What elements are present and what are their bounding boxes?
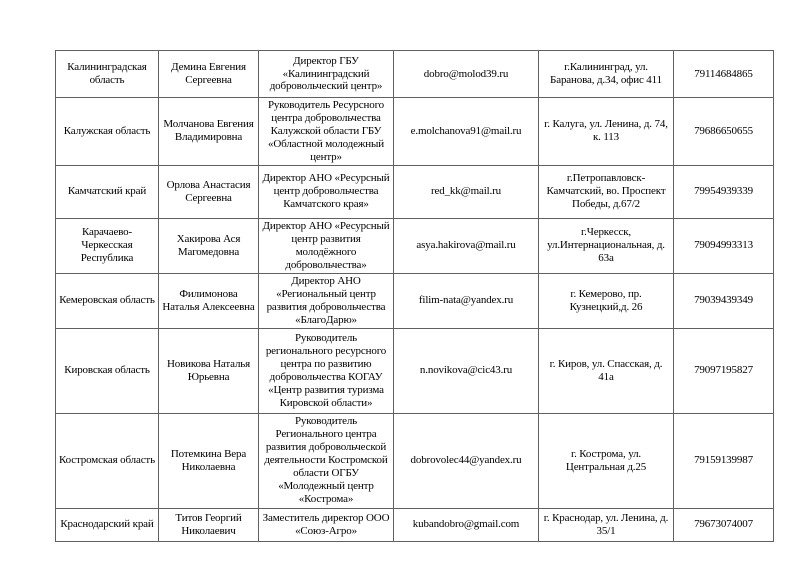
cell-region: Камчатский край xyxy=(56,165,159,218)
cell-name: Титов Георгий Николаевич xyxy=(159,508,259,541)
cell-address: г. Краснодар, ул. Ленина, д. 35/1 xyxy=(539,508,674,541)
cell-phone: 79159139987 xyxy=(674,413,774,508)
cell-email: dobrovolec44@yandex.ru xyxy=(394,413,539,508)
table-row xyxy=(56,328,774,413)
table-row xyxy=(56,98,774,166)
cell-phone: 79114684865 xyxy=(674,51,774,98)
cell-region: Кемеровская область xyxy=(56,273,159,328)
cell-phone: 79954939339 xyxy=(674,165,774,218)
contacts-table xyxy=(55,50,774,542)
cell-email: kubandobro@gmail.com xyxy=(394,508,539,541)
cell-position: Заместитель директор ООО «Союз-Агро» xyxy=(259,508,394,541)
cell-phone: 79039439349 xyxy=(674,273,774,328)
cell-email: e.molchanova91@mail.ru xyxy=(394,98,539,166)
table-row xyxy=(56,273,774,328)
cell-position: Руководитель Ресурсного центра добровольчества Калужской области ГБУ «Областной молодежный центр» xyxy=(259,98,394,166)
cell-position: Руководитель регионального ресурсного центра по развитию добровольчества КОГАУ «Центр развития туризма Кировской области» xyxy=(259,328,394,413)
cell-name: Орлова Анастасия Сергеевна xyxy=(159,165,259,218)
cell-name: Хакирова Ася Магомедовна xyxy=(159,218,259,273)
cell-region: Костромская область xyxy=(56,413,159,508)
table-row xyxy=(56,51,774,98)
cell-region: Калининградская область xyxy=(56,51,159,98)
cell-name: Демина Евгения Сергеевна xyxy=(159,51,259,98)
cell-name: Филимонова Наталья Алексеевна xyxy=(159,273,259,328)
cell-phone: 79097195827 xyxy=(674,328,774,413)
table-row xyxy=(56,508,774,541)
cell-region: Калужская область xyxy=(56,98,159,166)
table-row xyxy=(56,413,774,508)
table-row xyxy=(56,165,774,218)
cell-email: filim-nata@yandex.ru xyxy=(394,273,539,328)
cell-region: Карачаево-Черкесская Республика xyxy=(56,218,159,273)
cell-address: г. Калуга, ул. Ленина, д. 74, к. 113 xyxy=(539,98,674,166)
cell-email: dobro@molod39.ru xyxy=(394,51,539,98)
cell-email: red_kk@mail.ru xyxy=(394,165,539,218)
cell-phone: 79673074007 xyxy=(674,508,774,541)
cell-position: Директор ГБУ «Калининградский добровольческий центр» xyxy=(259,51,394,98)
cell-phone: 79094993313 xyxy=(674,218,774,273)
contacts-table-body xyxy=(56,51,774,542)
cell-address: г.Калининград, ул. Баранова, д.34, офис 411 xyxy=(539,51,674,98)
cell-email: n.novikova@cic43.ru xyxy=(394,328,539,413)
cell-name: Потемкина Вера Николаевна xyxy=(159,413,259,508)
cell-phone: 79686650655 xyxy=(674,98,774,166)
cell-region: Краснодарский край xyxy=(56,508,159,541)
cell-position: Директор АНО «Ресурсный центр развития молодёжного добровольчества» xyxy=(259,218,394,273)
cell-address: г. Кострома, ул. Центральная д.25 xyxy=(539,413,674,508)
cell-address: г. Кемерово, пр. Кузнецкий,д. 26 xyxy=(539,273,674,328)
cell-email: asya.hakirova@mail.ru xyxy=(394,218,539,273)
cell-position: Руководитель Регионального центра развития добровольческой деятельности Костромской области ОГБУ «Молодежный центр «Кострома» xyxy=(259,413,394,508)
cell-address: г.Петропавловск-Камчатский, во. Проспект Победы, д.67/2 xyxy=(539,165,674,218)
table-row xyxy=(56,218,774,273)
cell-address: г.Черкесск, ул.Интернациональная, д. 63а xyxy=(539,218,674,273)
cell-position: Директор АНО «Ресурсный центр добровольчества Камчатского края» xyxy=(259,165,394,218)
cell-name: Новикова Наталья Юрьевна xyxy=(159,328,259,413)
cell-name: Молчанова Евгения Владимировна xyxy=(159,98,259,166)
cell-region: Кировская область xyxy=(56,328,159,413)
cell-address: г. Киров, ул. Спасская, д. 41а xyxy=(539,328,674,413)
cell-position: Директор АНО «Региональный центр развития добровольчества «БлагоДарю» xyxy=(259,273,394,328)
